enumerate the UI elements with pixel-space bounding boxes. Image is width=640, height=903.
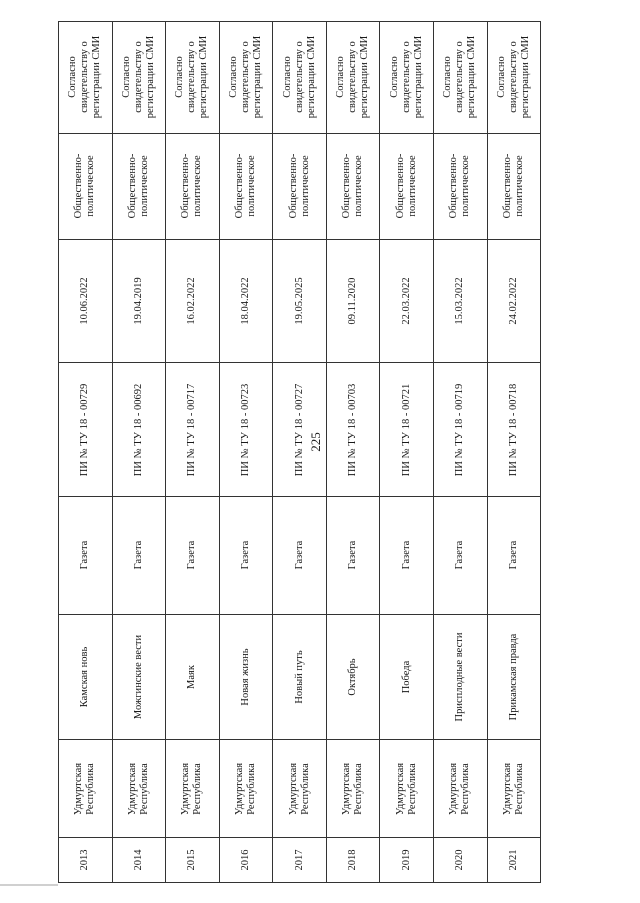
media-type-cell-text: Газета	[507, 541, 519, 570]
row-number-text: 2015	[186, 849, 198, 871]
registration-number-cell-text: ПИ № ТУ 18 - 00718	[507, 383, 519, 476]
row-number	[220, 837, 273, 883]
specialization-cell-text: Общественно-политическое	[126, 153, 150, 219]
registration-number-cell-text: ПИ № ТУ 18 - 00721	[400, 383, 412, 476]
registration-date-cell	[488, 239, 541, 363]
row-number-text: 2021	[507, 849, 519, 871]
specialization-cell-text: Общественно-политическое	[394, 153, 418, 219]
table-row	[58, 21, 112, 883]
media-name-cell	[113, 614, 166, 740]
row-number-text: 2014	[132, 849, 144, 871]
row-number	[327, 837, 380, 883]
media-type-cell	[113, 496, 166, 614]
basis-cell	[380, 21, 433, 133]
region-cell	[166, 739, 219, 837]
media-name-cell-text: Октябрь	[347, 658, 359, 696]
media-name-cell	[488, 614, 541, 740]
media-name-cell-text: Новая жизнь	[239, 648, 251, 706]
region-cell-text: Удмуртская Республика	[73, 762, 97, 816]
region-cell	[113, 739, 166, 837]
media-name-cell	[434, 614, 487, 740]
specialization-cell-text: Общественно-политическое	[448, 153, 472, 219]
media-type-cell-text: Газета	[454, 541, 466, 570]
media-name-cell	[273, 614, 326, 740]
registration-number-cell-text: ПИ № ТУ 18 - 00723	[239, 383, 251, 476]
media-name-cell-text: Победа	[400, 660, 412, 694]
basis-cell-text: Согласно свидетельству о регистрации СМИ	[281, 36, 317, 119]
page-number: 225	[308, 432, 323, 452]
media-name-cell-text: Присплодные вести	[454, 632, 466, 722]
registration-date-cell-text: 19.05.2025	[293, 277, 305, 325]
media-type-cell	[380, 496, 433, 614]
basis-cell-text: Согласно свидетельству о регистрации СМИ	[67, 36, 103, 119]
basis-cell-text: Согласно свидетельству о регистрации СМИ	[388, 36, 424, 119]
media-name-cell	[166, 614, 219, 740]
specialization-cell-text: Общественно-политическое	[287, 153, 311, 219]
specialization-cell	[220, 133, 273, 239]
specialization-cell-text: Общественно-политическое	[180, 153, 204, 219]
media-type-cell	[434, 496, 487, 614]
registration-number-cell	[434, 362, 487, 496]
registration-number-cell	[113, 362, 166, 496]
media-type-cell-text: Газета	[293, 541, 305, 570]
basis-cell	[113, 21, 166, 133]
registration-date-cell	[327, 239, 380, 363]
media-name-cell-text: Камская новь	[79, 646, 91, 708]
row-number	[59, 837, 112, 883]
row-number	[273, 837, 326, 883]
table-row	[433, 21, 487, 883]
basis-cell	[220, 21, 273, 133]
basis-cell	[434, 21, 487, 133]
media-type-cell-text: Газета	[79, 541, 91, 570]
basis-cell-text: Согласно свидетельству о регистрации СМИ	[227, 36, 263, 119]
media-name-cell-text: Можгинские вести	[132, 635, 144, 720]
media-name-cell	[59, 614, 112, 740]
specialization-cell-text: Общественно-политическое	[341, 153, 365, 219]
registration-date-cell	[273, 239, 326, 363]
region-cell	[220, 739, 273, 837]
registration-number-cell	[380, 362, 433, 496]
registration-number-cell-text: ПИ № ТУ 18 - 00727	[293, 383, 305, 476]
basis-cell	[488, 21, 541, 133]
basis-cell	[327, 21, 380, 133]
media-type-cell	[327, 496, 380, 614]
row-number	[166, 837, 219, 883]
basis-cell-text: Согласно свидетельству о регистрации СМИ	[495, 36, 531, 119]
registration-date-cell	[59, 239, 112, 363]
region-cell	[273, 739, 326, 837]
specialization-cell	[273, 133, 326, 239]
registration-date-cell-text: 09.11.2020	[347, 277, 359, 325]
table-row	[487, 21, 541, 883]
region-cell-text: Удмуртская Республика	[394, 762, 418, 816]
registration-date-cell-text: 22.03.2022	[400, 277, 412, 325]
registration-number-cell-text: ПИ № ТУ 18 - 00717	[186, 383, 198, 476]
row-number	[488, 837, 541, 883]
media-name-cell	[327, 614, 380, 740]
registration-date-cell	[380, 239, 433, 363]
table-row	[379, 21, 433, 883]
table-row	[219, 21, 273, 883]
media-type-cell-text: Газета	[347, 541, 359, 570]
table-row	[326, 21, 380, 883]
media-name-cell-text: Прикамская правда	[507, 633, 519, 721]
specialization-cell	[166, 133, 219, 239]
row-number	[434, 837, 487, 883]
media-type-cell	[166, 496, 219, 614]
basis-cell-text: Согласно свидетельству о регистрации СМИ	[335, 36, 371, 119]
specialization-cell-text: Общественно-политическое	[73, 153, 97, 219]
table-row	[272, 21, 326, 883]
media-type-cell	[220, 496, 273, 614]
row-number-text: 2017	[293, 849, 305, 871]
region-cell-text: Удмуртская Республика	[501, 762, 525, 816]
basis-cell-text: Согласно свидетельству о регистрации СМИ	[442, 36, 478, 119]
row-number	[380, 837, 433, 883]
registration-number-cell	[220, 362, 273, 496]
registration-number-cell-text: ПИ № ТУ 18 - 00703	[347, 383, 359, 476]
registration-date-cell	[166, 239, 219, 363]
media-type-cell	[273, 496, 326, 614]
specialization-cell	[59, 133, 112, 239]
table-row	[112, 21, 166, 883]
registration-date-cell	[113, 239, 166, 363]
basis-cell-text: Согласно свидетельству о регистрации СМИ	[174, 36, 210, 119]
region-cell-text: Удмуртская Республика	[233, 762, 257, 816]
specialization-cell-text: Общественно-политическое	[233, 153, 257, 219]
basis-cell	[273, 21, 326, 133]
media-type-cell-text: Газета	[132, 541, 144, 570]
specialization-cell	[380, 133, 433, 239]
table-row	[165, 21, 219, 883]
media-type-cell-text: Газета	[239, 541, 251, 570]
row-number-text: 2020	[454, 849, 466, 871]
registration-date-cell-text: 19.04.2019	[132, 277, 144, 325]
specialization-cell	[434, 133, 487, 239]
registration-date-cell-text: 15.03.2022	[454, 277, 466, 325]
registration-number-cell-text: ПИ № ТУ 18 - 00692	[132, 383, 144, 476]
media-type-cell-text: Газета	[186, 541, 198, 570]
registration-number-cell	[59, 362, 112, 496]
specialization-cell	[327, 133, 380, 239]
media-type-cell	[488, 496, 541, 614]
registry-table	[58, 21, 541, 883]
media-name-cell	[380, 614, 433, 740]
registration-date-cell-text: 24.02.2022	[507, 277, 519, 325]
row-number-text: 2018	[347, 849, 359, 871]
specialization-cell	[488, 133, 541, 239]
row-number	[113, 837, 166, 883]
basis-cell	[59, 21, 112, 133]
registration-date-cell-text: 10.06.2022	[79, 277, 91, 325]
region-cell	[380, 739, 433, 837]
registration-date-cell	[220, 239, 273, 363]
registration-date-cell-text: 16.02.2022	[186, 277, 198, 325]
basis-cell	[166, 21, 219, 133]
region-cell	[434, 739, 487, 837]
region-cell	[327, 739, 380, 837]
registration-date-cell-text: 18.04.2022	[239, 277, 251, 325]
registration-number-cell-text: ПИ № ТУ 18 - 00719	[454, 383, 466, 476]
media-name-cell	[220, 614, 273, 740]
registration-number-cell	[327, 362, 380, 496]
region-cell-text: Удмуртская Республика	[126, 762, 150, 816]
registration-number-cell	[166, 362, 219, 496]
region-cell	[59, 739, 112, 837]
region-cell-text: Удмуртская Республика	[180, 762, 204, 816]
region-cell-text: Удмуртская Республика	[287, 762, 311, 816]
media-type-cell	[59, 496, 112, 614]
registration-date-cell	[434, 239, 487, 363]
row-number-text: 2019	[400, 849, 412, 871]
registration-number-cell-text: ПИ № ТУ 18 - 00729	[79, 383, 91, 476]
media-name-cell-text: Новый путь	[293, 650, 305, 704]
region-cell-text: Удмуртская Республика	[448, 762, 472, 816]
region-cell-text: Удмуртская Республика	[341, 762, 365, 816]
scan-edge-mark	[0, 884, 58, 886]
registration-number-cell	[488, 362, 541, 496]
region-cell	[488, 739, 541, 837]
basis-cell-text: Согласно свидетельству о регистрации СМИ	[120, 36, 156, 119]
media-name-cell-text: Маяк	[186, 665, 198, 690]
row-number-text: 2016	[239, 849, 251, 871]
row-number-text: 2013	[79, 849, 91, 871]
specialization-cell	[113, 133, 166, 239]
registration-number-cell	[273, 362, 326, 496]
media-type-cell-text: Газета	[400, 541, 412, 570]
specialization-cell-text: Общественно-политическое	[501, 153, 525, 219]
